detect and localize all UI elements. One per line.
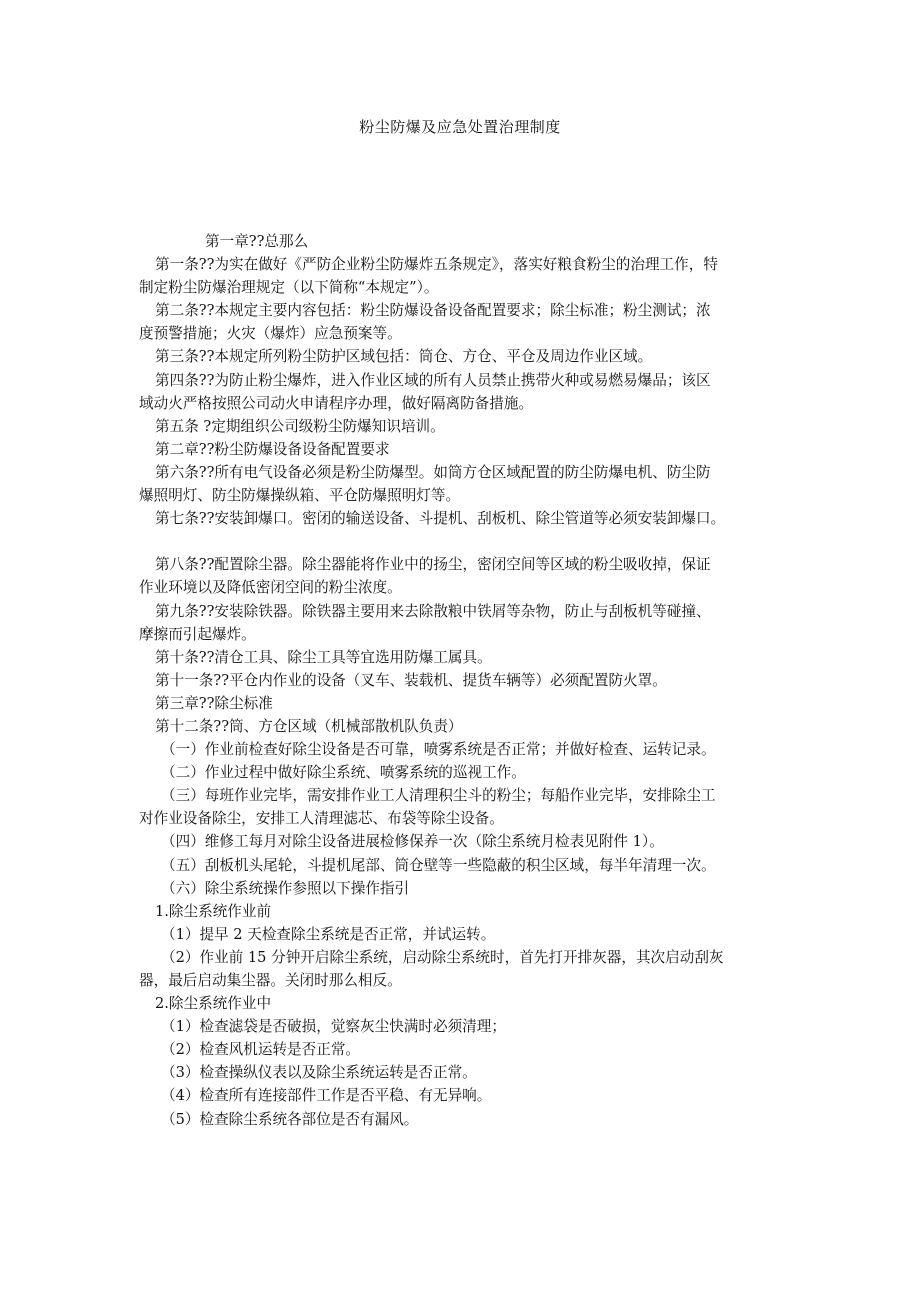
paragraph-line: 第八条??配置除尘器。除尘器能将作业中的扬尘，密闭空间等区域的粉尘吸收掉，保证 (155, 556, 711, 574)
paragraph-line: （四）维修工每月对除尘设备进展检修保养一次（除尘系统月检表见附件 1）。 (161, 833, 664, 851)
paragraph-line: 制定粉尘防爆治理规定（以下简称“本规定”）。 (139, 279, 439, 297)
paragraph-line: （五）刮板机头尾轮，斗提机尾部、筒仓壁等一些隐蔽的积尘区域，每半年清理一次。 (161, 856, 716, 874)
paragraph-line: 第三条??本规定所列粉尘防护区域包括：筒仓、方仓、平仓及周边作业区域。 (155, 348, 653, 366)
paragraph-line: 第二条??本规定主要内容包括：粉尘防爆设备设备配置要求；除尘标准；粉尘测试；浓 (155, 302, 711, 320)
paragraph-line: （5）检查除尘系统各部位是否有漏风。 (161, 1110, 419, 1128)
paragraph-line: 度预警措施；火灾（爆炸）应急预案等。 (139, 325, 402, 343)
paragraph-line: 第一条??为实在做好《严防企业粉尘防爆炸五条规定》，落实好粮食粉尘的治理工作，特 (155, 256, 718, 274)
chapter-heading: 第三章??除尘标准 (155, 694, 273, 712)
section-heading: 1.除尘系统作业前 (155, 902, 272, 920)
chapter-heading: 第二章??粉尘防爆设备设备配置要求 (155, 440, 390, 458)
paragraph-line: 第五条 ?定期组织公司级粉尘防爆知识培训。 (155, 417, 445, 435)
section-heading: 2.除尘系统作业中 (155, 995, 272, 1013)
paragraph-line: （二）作业过程中做好除尘系统、喷雾系统的巡视工作。 (161, 764, 526, 782)
paragraph-line: 第七条??安装卸爆口。密闭的输送设备、斗提机、刮板机、除尘管道等必须安装卸爆口。 (155, 510, 726, 528)
paragraph-line: 第十条??清仓工具、除尘工具等宜选用防爆工属具。 (155, 648, 492, 666)
paragraph-line: 作业环境以及降低密闭空间的粉尘浓度。 (139, 579, 402, 597)
paragraph-line: 第十二条??筒、方仓区域（机械部散机队负责） (155, 717, 463, 735)
paragraph-line: 对作业设备除尘，安排工人清理滤芯、布袋等除尘设备。 (139, 810, 504, 828)
blank-line (139, 530, 785, 553)
paragraph-line: 爆照明灯、防尘防爆操纵箱、平仓防爆照明灯等。 (139, 487, 461, 505)
paragraph-line: （一）作业前检查好除尘设备是否可靠，喷雾系统是否正常；并做好检查、运转记录。 (161, 741, 716, 759)
paragraph-line: （三）每班作业完毕，需安排作业工人清理积尘斗的粉尘；每船作业完毕，安排除尘工 (161, 787, 716, 805)
paragraph-line: （六）除尘系统操作参照以下操作指引 (161, 879, 410, 897)
paragraph-line: （4）检查所有连接部件工作是否平稳、有无异响。 (161, 1087, 492, 1105)
paragraph-line: 器，最后启动集尘器。关闭时那么相反。 (139, 972, 402, 989)
paragraph-line: （3）检查操纵仪表以及除尘系统运转是否正常。 (161, 1064, 477, 1082)
chapter-heading: 第一章??总那么 (205, 233, 309, 250)
paragraph-line: （1）提早 2 天检查除尘系统是否正常，并试运转。 (161, 925, 496, 943)
paragraph-line: （1）检查滤袋是否破损，觉察灰尘快满时必须清理； (161, 1018, 506, 1036)
paragraph-line: （2）检查风机运转是否正常。 (161, 1041, 361, 1059)
paragraph-line: 第六条??所有电气设备必须是粉尘防爆型。如筒方仓区域配置的防尘防爆电机、防尘防 (155, 463, 711, 481)
paragraph-line: 第十一条??平仓内作业的设备（叉车、装载机、提货车辆等）必须配置防火罩。 (155, 671, 667, 689)
document-title: 粉尘防爆及应急处置治理制度 (359, 118, 561, 136)
paragraph-line: 第四条??为防止粉尘爆炸，进入作业区域的所有人员禁止携带火种或易燃易爆品；该区 (155, 371, 711, 389)
document-body (139, 230, 785, 1131)
paragraph-line: 摩擦而引起爆炸。 (139, 625, 256, 643)
paragraph-line: 第九条??安装除铁器。除铁器主要用来去除散粮中铁屑等杂物，防止与刮板机等碰撞、 (155, 602, 711, 620)
paragraph-line: （2）作业前 15 分钟开启除尘系统，启动除尘系统时，首先打开排灰器，其次启动刮灰 (161, 948, 724, 966)
paragraph-line: 域动火严格按照公司动火申请程序办理，做好隔离防备措施。 (139, 394, 534, 412)
